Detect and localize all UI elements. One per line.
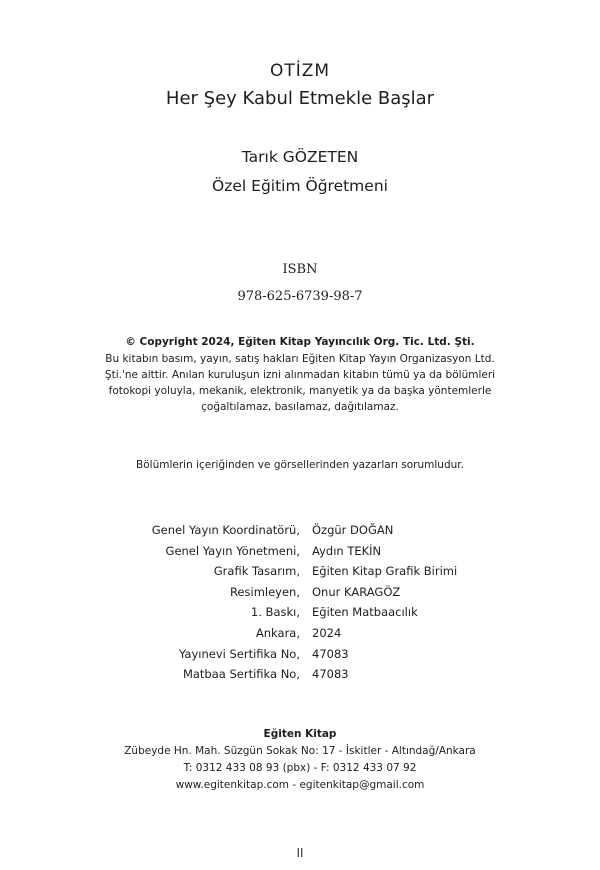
credit-label: 1. Baskı, [250, 605, 300, 620]
credit-label: Ankara, [255, 625, 300, 640]
credit-row [0, 544, 600, 565]
credit-row [0, 605, 600, 626]
credit-value: Onur KARAGÖZ [312, 584, 401, 599]
rights-notice-line: Şti.'ne aittir. Anılan kuruluşun izni alınmadan kitabın tümü ya da bölümleri [104, 369, 496, 381]
credit-value: Eğiten Kitap Grafik Birimi [312, 564, 458, 579]
publisher-block [0, 726, 600, 794]
isbn-number: 978-625-6739-98-7 [237, 289, 363, 304]
credit-label: Genel Yayın Koordinatörü, [151, 523, 300, 537]
credit-row [0, 626, 600, 647]
publisher-name: Eğiten Kitap [263, 728, 337, 740]
copyright-line: © Copyright 2024, Eğiten Kitap Yayıncılık Org. Tic. Ltd. Şti. [125, 336, 475, 348]
credit-label: Grafik Tasarım, [213, 564, 300, 579]
responsibility-note: Bölümlerin içeriğinden ve görsellerinden yazarları sorumludur. [136, 459, 464, 471]
credit-label: Matbaa Sertifika No, [182, 667, 300, 682]
isbn-label: ISBN [282, 262, 318, 277]
author-role: Özel Eğitim Öğretmeni [212, 177, 388, 195]
credit-label: Yayınevi Sertifika No, [178, 646, 300, 661]
credit-row [0, 647, 600, 668]
credit-value: Özgür DOĞAN [312, 523, 394, 537]
credit-value: Eğiten Matbaacılık [312, 605, 418, 620]
credit-row [0, 564, 600, 585]
book-subtitle: Her Şey Kabul Etmekle Başlar [165, 88, 435, 109]
rights-notice [0, 351, 600, 415]
credit-value: 47083 [312, 667, 349, 682]
page-number: II [296, 846, 304, 860]
credit-value: 47083 [312, 646, 349, 661]
rights-notice-line: Bu kitabın basım, yayın, satış hakları Eğiten Kitap Yayın Organizasyon Ltd. [105, 353, 495, 365]
rights-notice-line: çoğaltılamaz, basılamaz, dağıtılamaz. [201, 401, 399, 413]
credit-value: Aydın TEKİN [312, 543, 382, 558]
publisher-address: Zübeyde Hn. Mah. Süzgün Sokak No: 17 - İskitler - Altındağ/Ankara [124, 745, 476, 757]
credits-list [0, 523, 600, 688]
credit-label: Resimleyen, [229, 584, 300, 599]
book-title: OTİZM [269, 61, 331, 81]
credit-row [0, 585, 600, 606]
publisher-web: www.egitenkitap.com - egitenkitap@gmail.com [175, 779, 425, 791]
author-name: Tarık GÖZETEN [241, 148, 359, 166]
credit-row [0, 523, 600, 544]
credit-value: 2024 [312, 625, 342, 640]
publisher-phone: T: 0312 433 08 93 (pbx) - F: 0312 433 07 92 [183, 762, 417, 774]
credit-label: Genel Yayın Yönetmeni, [165, 543, 300, 558]
credit-row [0, 667, 600, 688]
rights-notice-line: fotokopi yoluyla, mekanik, elektronik, manyetik ya da başka yöntemlerle [108, 385, 492, 397]
